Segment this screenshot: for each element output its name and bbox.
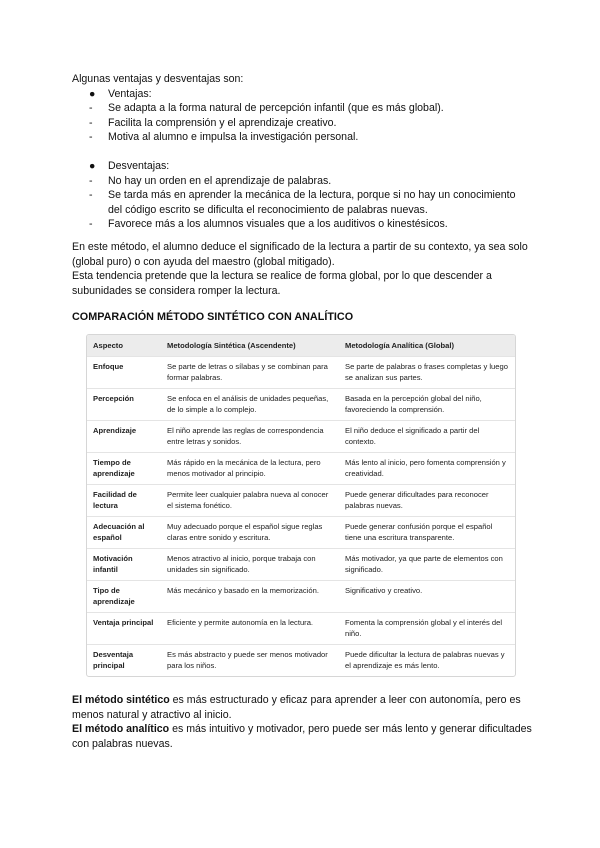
paragraph-context: En este método, el alumno deduce el significado de la lectura a partir de su contexto, ya sea solo (global puro) o con ayuda del maestro (global mitigado). bbox=[72, 240, 528, 268]
dash-marker: - bbox=[89, 116, 93, 129]
bullet-marker: ● bbox=[89, 87, 96, 100]
table-row bbox=[87, 388, 515, 420]
conclusion-sintetico: El método sintético es más estructurado y eficaz para aprender a leer con autonomía, pero es menos natural y atractivo al inicio. bbox=[72, 693, 521, 721]
table-row bbox=[87, 516, 515, 548]
cell-sintetica: Más mecánico y basado en la memorización. bbox=[161, 580, 339, 612]
cell-analitica: El niño deduce el significado a partir del contexto. bbox=[339, 420, 515, 452]
desventajas-list bbox=[72, 159, 532, 232]
cell-analitica: Más lento al inicio, pero fomenta comprensión y creatividad. bbox=[339, 452, 515, 484]
list-item: - Se tarda más en aprender la mecánica de la lectura, porque si no hay un conocimiento del código escrito se dificulta el reconocimiento de palabras nuevas. bbox=[89, 189, 516, 216]
list-item: - Facilita la comprensión y el aprendizaje creativo. bbox=[89, 116, 337, 129]
header-aspecto: Aspecto bbox=[87, 335, 161, 357]
cell-analitica: Más motivador, ya que parte de elementos con significado. bbox=[339, 548, 515, 580]
comparison-table bbox=[86, 334, 516, 677]
table-row bbox=[87, 356, 515, 388]
cell-sintetica: Permite leer cualquier palabra nueva al conocer el sistema fonético. bbox=[161, 484, 339, 516]
table-row bbox=[87, 548, 515, 580]
dash-marker: - bbox=[89, 174, 93, 187]
cell-analitica: Puede generar dificultades para reconocer palabras nuevas. bbox=[339, 484, 515, 516]
cell-sintetica: Muy adecuado porque el español sigue reglas claras entre sonido y escritura. bbox=[161, 516, 339, 548]
cell-sintetica: El niño aprende las reglas de correspondencia entre letras y sonidos. bbox=[161, 420, 339, 452]
cell-analitica: Basada en la percepción global del niño, favoreciendo la comprensión. bbox=[339, 388, 515, 420]
cell-analitica: Puede dificultar la lectura de palabras nuevas y el aprendizaje es más lento. bbox=[339, 644, 515, 676]
cell-sintetica: Es más abstracto y puede ser menos motivador para los niños. bbox=[161, 644, 339, 676]
ventajas-list bbox=[72, 87, 532, 145]
conclusion-analitico: El método analítico es más intuitivo y motivador, pero puede ser más lento y generar dificultades con palabras nuevas. bbox=[72, 723, 532, 750]
cell-analitica: Significativo y creativo. bbox=[339, 580, 515, 612]
list-item: - No hay un orden en el aprendizaje de palabras. bbox=[89, 174, 332, 187]
table-header-row bbox=[87, 335, 515, 357]
cell-analitica: Puede generar confusión porque el español tiene una escritura transparente. bbox=[339, 516, 515, 548]
table-row bbox=[87, 420, 515, 452]
cell-sintetica: Menos atractivo al inicio, porque trabaja con unidades sin significado. bbox=[161, 548, 339, 580]
list-item: - Favorece más a los alumnos visuales que a los auditivos o kinestésicos. bbox=[89, 218, 448, 231]
cell-aspect: Enfoque bbox=[87, 356, 161, 388]
cell-aspect: Ventaja principal bbox=[87, 612, 161, 644]
cell-aspect: Motivación infantil bbox=[87, 548, 161, 580]
header-analitica: Metodología Analítica (Global) bbox=[339, 335, 515, 357]
dash-marker: - bbox=[89, 131, 93, 144]
dash-marker: - bbox=[89, 189, 93, 202]
ventajas-heading: ● Ventajas: bbox=[89, 87, 152, 100]
paragraph-tendency: Esta tendencia pretende que la lectura se realice de forma global, por lo que descender a subunidades se considera romper la lectura. bbox=[72, 270, 492, 297]
cell-sintetica: Se enfoca en el análisis de unidades pequeñas, de lo simple a lo complejo. bbox=[161, 388, 339, 420]
cell-aspect: Percepción bbox=[87, 388, 161, 420]
cell-sintetica: Se parte de letras o sílabas y se combinan para formar palabras. bbox=[161, 356, 339, 388]
dash-marker: - bbox=[89, 102, 93, 115]
header-sintetica: Metodología Sintética (Ascendente) bbox=[161, 335, 339, 357]
cell-analitica: Fomenta la comprensión global y el interés del niño. bbox=[339, 612, 515, 644]
desventajas-heading: ● Desventajas: bbox=[89, 159, 170, 172]
cell-aspect: Tipo de aprendizaje bbox=[87, 580, 161, 612]
conclusion bbox=[72, 693, 532, 751]
dash-marker: - bbox=[89, 218, 93, 231]
bullet-marker: ● bbox=[89, 159, 96, 172]
cell-analitica: Se parte de palabras o frases completas y luego se analizan sus partes. bbox=[339, 356, 515, 388]
cell-sintetica: Más rápido en la mecánica de la lectura, pero menos motivador al principio. bbox=[161, 452, 339, 484]
cell-aspect: Desventaja principal bbox=[87, 644, 161, 676]
table-row bbox=[87, 484, 515, 516]
list-item: - Se adapta a la forma natural de percepción infantil (que es más global). bbox=[89, 102, 444, 115]
table-row bbox=[87, 580, 515, 612]
intro-text: Algunas ventajas y desventajas son: bbox=[72, 73, 244, 85]
document-page bbox=[72, 72, 532, 751]
cell-sintetica: Eficiente y permite autonomía en la lectura. bbox=[161, 612, 339, 644]
cell-aspect: Adecuación al español bbox=[87, 516, 161, 548]
section-heading: COMPARACIÓN MÉTODO SINTÉTICO CON ANALÍTICO bbox=[72, 311, 354, 324]
cell-aspect: Tiempo de aprendizaje bbox=[87, 452, 161, 484]
table-row bbox=[87, 452, 515, 484]
cell-aspect: Aprendizaje bbox=[87, 420, 161, 452]
cell-aspect: Facilidad de lectura bbox=[87, 484, 161, 516]
list-item: - Motiva al alumno e impulsa la investigación personal. bbox=[89, 131, 359, 144]
table-row bbox=[87, 644, 515, 676]
table-row bbox=[87, 612, 515, 644]
